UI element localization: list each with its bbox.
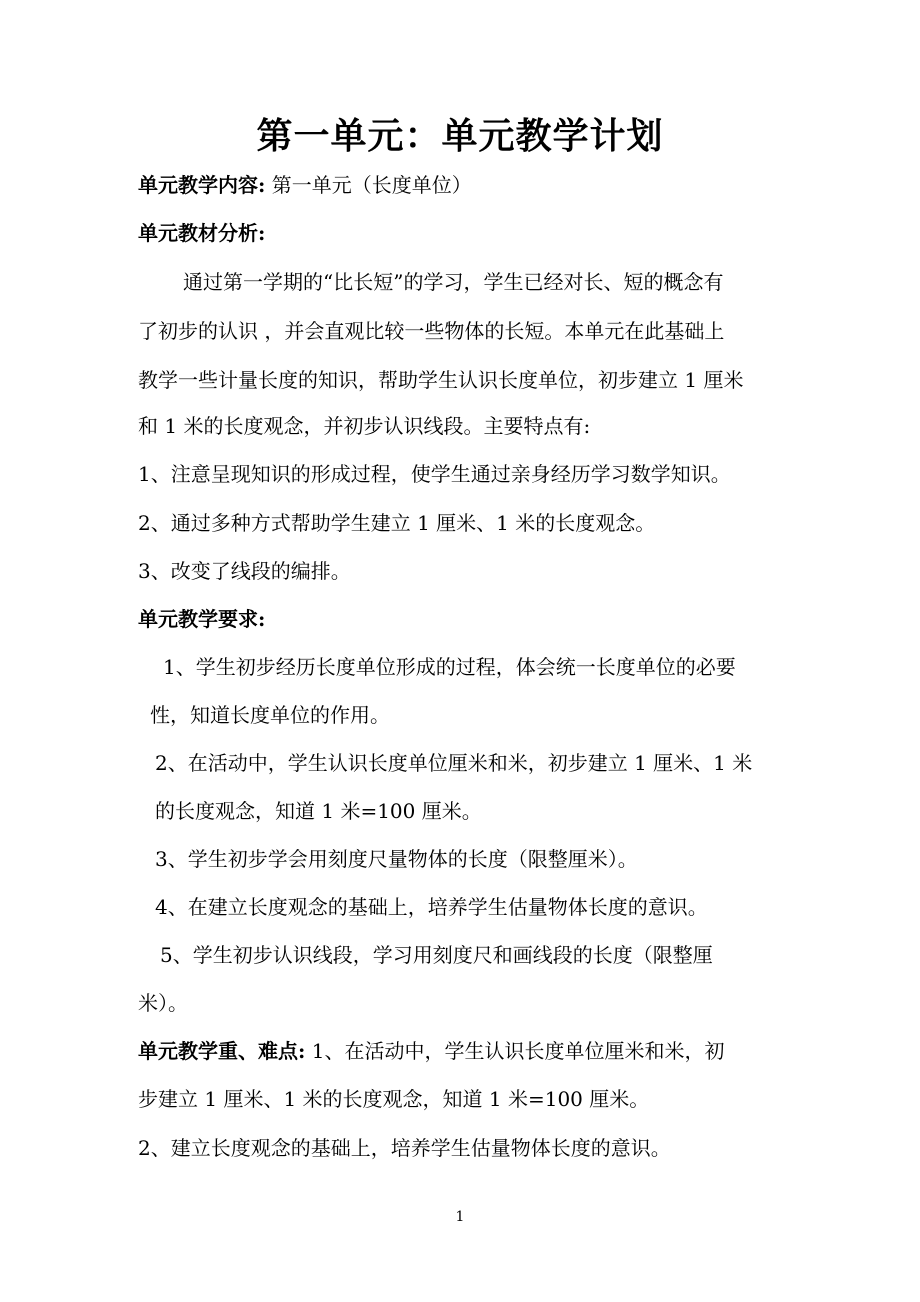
content-heading: 单元教学内容:: [138, 173, 266, 197]
analysis-line: 教学一些计量长度的知识，帮助学生认识长度单位，初步建立 1 厘米: [138, 368, 744, 392]
requirements-line: 4、在建立长度观念的基础上，培养学生估量物体长度的意识。: [155, 895, 708, 919]
keypoints-line: 步建立 1 厘米、1 米的长度观念，知道 1 米=100 厘米。: [138, 1087, 650, 1111]
keypoints-line: [138, 1036, 724, 1066]
keypoints-line: 2、建立长度观念的基础上，培养学生估量物体长度的意识。: [138, 1136, 671, 1160]
requirements-line: 5、学生初步认识线段，学习用刻度尺和画线段的长度（限整厘: [160, 943, 713, 967]
analysis-point: 1、注意呈现知识的形成过程，使学生通过亲身经历学习数学知识。: [138, 462, 731, 486]
analysis-line: 和 1 米的长度观念，并初步认识线段。主要特点有:: [138, 414, 591, 438]
content-line: [138, 170, 472, 200]
requirements-line: 3、学生初步学会用刻度尺量物体的长度（限整厘米）。: [155, 847, 638, 871]
analysis-point: 2、通过多种方式帮助学生建立 1 厘米、1 米的长度观念。: [138, 511, 656, 535]
requirements-heading: 单元教学要求:: [138, 607, 266, 631]
analysis-line: 了初步的认识 ，并会直观比较一些物体的长短。本单元在此基础上: [138, 319, 725, 343]
analysis-line: 通过第一学期的“比长短”的学习，学生已经对长、短的概念有: [183, 270, 724, 294]
requirements-line: 性，知道长度单位的作用。: [150, 703, 390, 727]
requirements-line: 米）。: [138, 991, 188, 1015]
keypoints-first-text: 1、在活动中，学生认识长度单位厘米和米，初: [305, 1039, 725, 1063]
page-number: 1: [455, 1209, 465, 1225]
analysis-point: 3、改变了线段的编排。: [138, 559, 351, 583]
requirements-line: 的长度观念，知道 1 米=100 厘米。: [155, 799, 482, 823]
requirements-line: 2、在活动中，学生认识长度单位厘米和米，初步建立 1 厘米、1 米: [155, 751, 753, 775]
page-title: 第一单元：单元教学计划: [256, 115, 664, 157]
keypoints-heading: 单元教学重、难点:: [138, 1039, 306, 1063]
requirements-line: 1、学生初步经历长度单位形成的过程，体会统一长度单位的必要: [163, 655, 736, 679]
content-text: 第一单元（长度单位）: [265, 173, 472, 197]
analysis-heading: 单元教材分析:: [138, 221, 266, 245]
